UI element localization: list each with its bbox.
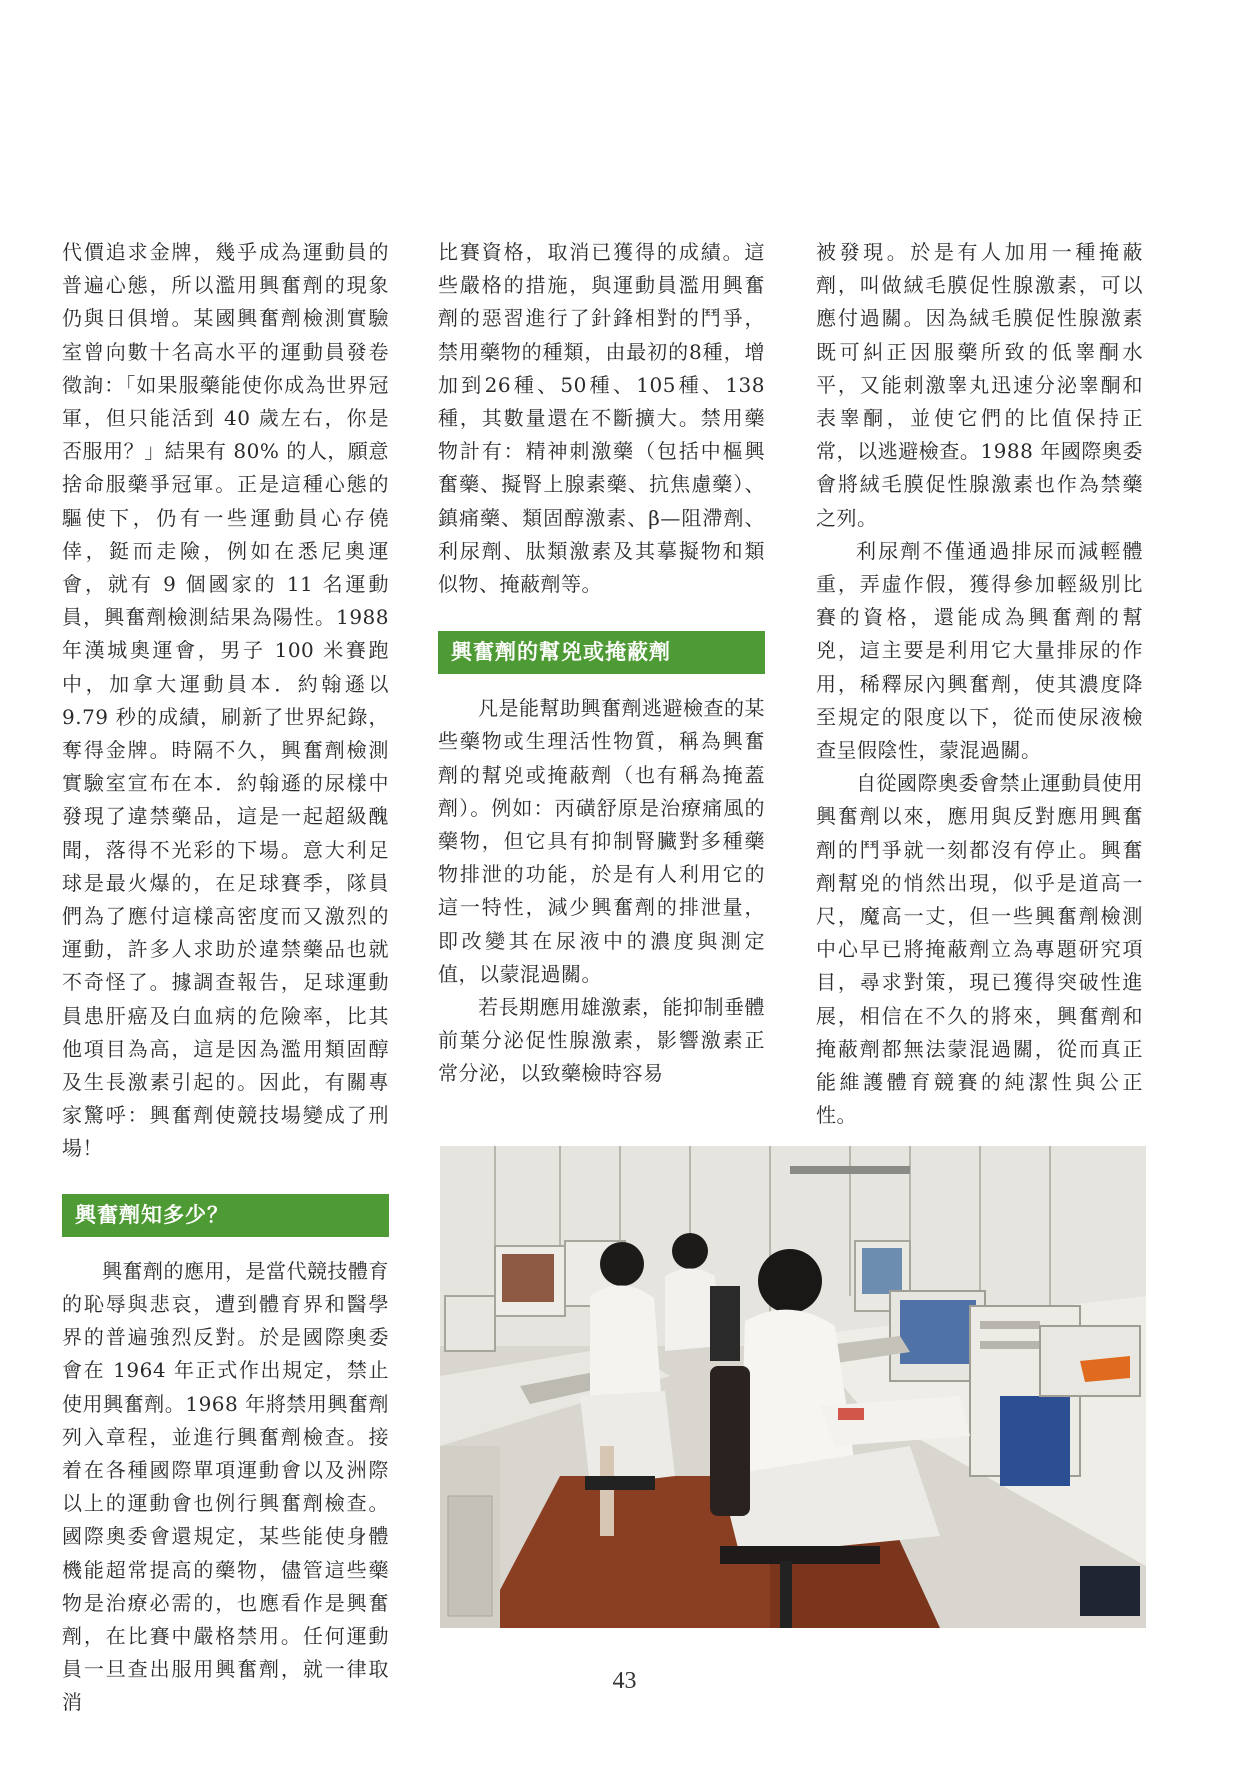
text-column-1 [62, 236, 389, 1720]
paragraph: 自從國際奧委會禁止運動員使用興奮劑以來，應用與反對應用興奮劑的鬥爭就一刻都沒有停止。興奮劑幫兇的悄然出現，似乎是道高一尺，魔高一丈，但一些興奮劑檢測中心早已將掩蔽劑立為專題研究項目，尋求對策，現已獲得突破性進展，相信在不久的將來，興奮劑和掩蔽劑都無法蒙混過關，從而真正能維護體育競賽的純潔性與公正性。 [816, 771, 1143, 1128]
paragraph: 代價追求金牌，幾乎成為運動員的普遍心態，所以濫用興奮劑的現象仍與日俱增。某國興奮劑檢測實驗室曾向數十名高水平的運動員發卷徵詢：「如果服藥能使你成為世界冠軍，但只能活到 40 歲左右，你是否服用？」結果有 80% 的人，願意捨命服藥爭冠軍。正是這種心態的驅使下，仍有一些運動員心存僥倖，鋌而走險，例如在悉尼奧運會，就有 9 個國家的 11 名運動員，興奮劑檢測結果為陽性。1988 年漢城奧運會，男子 100 米賽跑中，加拿大運動員本．約翰遜以 9.79 秒的成績，刷新了世界紀錄，奪得金牌。時隔不久，興奮劑檢測實驗室宣布在本．約翰遜的尿樣中發現了違禁藥品，這是一起超級醜聞，落得不光彩的下場。意大利足球是最火爆的，在足球賽季，隊員們為了應付這樣高密度而又激烈的運動，許多人求助於違禁藥品也就不奇怪了。據調查報告，足球運動員患肝癌及白血病的危險率，比其他項目為高，這是因為濫用類固醇及生長激素引起的。因此，有關專家驚呼：興奮劑使競技場變成了刑場！ [62, 240, 389, 1161]
paragraph: 利尿劑不僅通過排尿而減輕體重，弄虛作假，獲得參加輕級別比賽的資格，還能成為興奮劑的幫兇，這主要是利用它大量排尿的作用，稀釋尿內興奮劑，使其濃度降至規定的限度以下，從而使尿液檢查呈假陰性，蒙混過關。 [816, 538, 1143, 763]
paragraph: 興奮劑的應用，是當代競技體育的恥辱與悲哀，遭到體育界和醫學界的普遍強烈反對。於是國際奧委會在 1964 年正式作出規定，禁止使用興奮劑。1968 年將禁用興奮劑列入章程，並進行興奮劑檢查。接着在各種國際單項運動會以及洲際以上的運動會也例行興奮劑檢查。國際奧委會還規定，某些能使身體機能超常提高的藥物，儘管這些藥物是治療必需的，也應看作是興奮劑，在比賽中嚴格禁用。任何運動員一旦查出服用興奮劑，就一律取消 [62, 1258, 389, 1715]
page-number: 43 [612, 1668, 637, 1694]
lab-photo [440, 1146, 1146, 1628]
section-heading-doping-overview: 興奮劑知多少？ [62, 1194, 389, 1237]
paragraph: 凡是能幫助興奮劑逃避檢查的某些藥物或生理活性物質，稱為興奮劑的幫兇或掩蔽劑（也有稱為掩蓋劑）。例如：丙磺舒原是治療痛風的藥物，但它具有抑制腎臟對多種藥物排泄的功能，於是有人利用它的這一特性，減少興奮劑的排泄量，即改變其在尿液中的濃度與測定值，以蒙混過關。 [438, 696, 765, 986]
section-heading-masking-agents: 興奮劑的幫兇或掩蔽劑 [438, 631, 765, 674]
paragraph: 被發現。於是有人加用一種掩蔽劑，叫做絨毛膜促性腺激素，可以應付過關。因為絨毛膜促性腺激素既可糾正因服藥所致的低睾酮水平，又能刺激睾丸迅速分泌睾酮和表睾酮，並使它們的比值保持正常，以逃避檢查。1988 年國際奧委會將絨毛膜促性腺激素也作為禁藥之列。 [816, 240, 1143, 530]
paragraph: 比賽資格，取消已獲得的成績。這些嚴格的措施，與運動員濫用興奮劑的惡習進行了針鋒相對的鬥爭，禁用藥物的種類，由最初的8種，增加到26種、50種、105種、138 種，其數量還在不斷擴大。禁用藥物計有：精神刺激藥（包括中樞興奮藥、擬腎上腺素藥、抗焦慮藥）、鎮痛藥、類固醇激素、β—阻滯劑、利尿劑、肽類激素及其摹擬物和類似物、掩蔽劑等。 [438, 240, 765, 597]
text-column-2 [438, 236, 765, 1091]
paragraph: 若長期應用雄激素，能抑制垂體前葉分泌促性腺激素，影響激素正常分泌，以致藥檢時容易 [438, 995, 765, 1086]
text-column-3 [816, 236, 1143, 1132]
